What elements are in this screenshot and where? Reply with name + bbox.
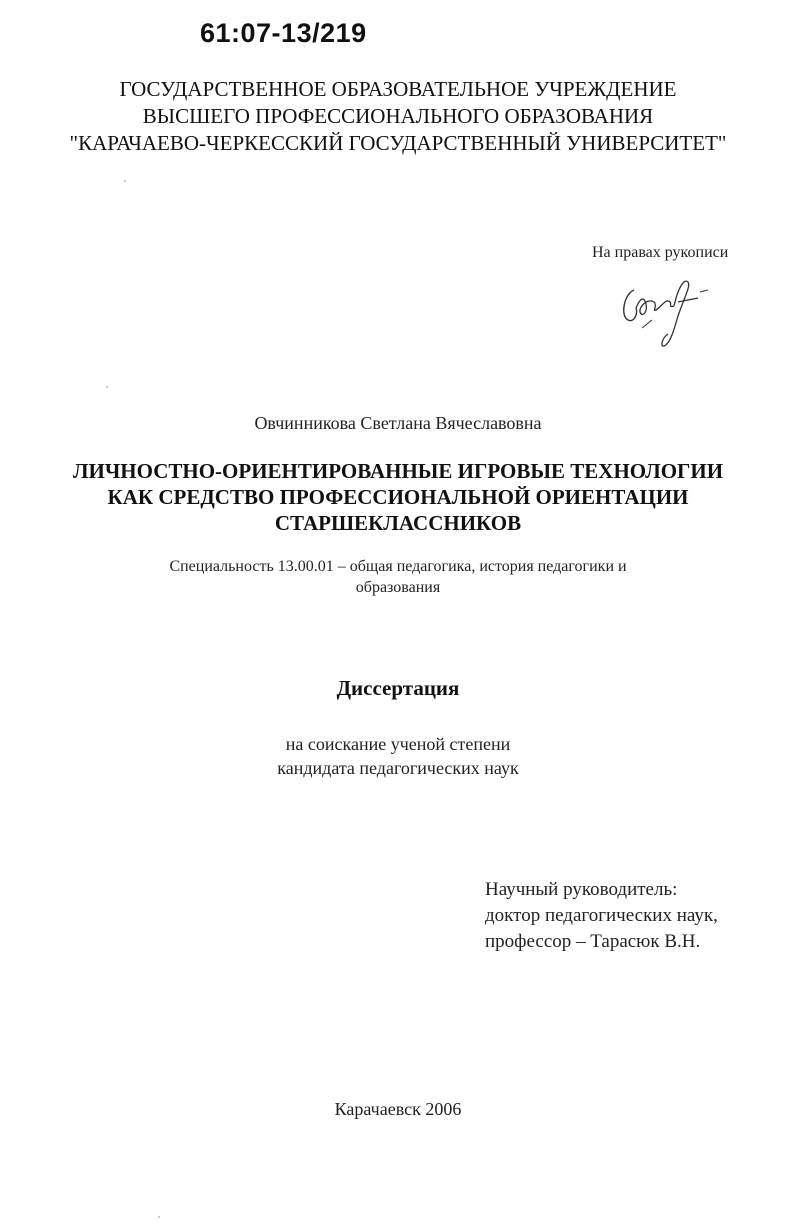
specialty-line-2: образования (355, 579, 441, 596)
degree-description (0, 732, 796, 780)
advisor-line-1: Научный руководитель: (485, 879, 678, 900)
specialty-line-1: Специальность 13.00.01 – общая педагогика, история педагогики и (169, 558, 627, 575)
scan-speck (124, 180, 126, 182)
title-line-3: СТАРШЕКЛАССНИКОВ (274, 511, 522, 535)
catalog-number: 61:07-13/219 (200, 18, 367, 48)
dissertation-title (0, 458, 796, 536)
institution-header (0, 76, 796, 157)
title-line-1: ЛИЧНОСТНО-ОРИЕНТИРОВАННЫЕ ИГРОВЫЕ ТЕХНОЛОГИИ (72, 459, 724, 483)
scan-speck (106, 386, 108, 388)
document-type: Диссертация (336, 676, 460, 700)
institution-line-1: ГОСУДАРСТВЕННОЕ ОБРАЗОВАТЕЛЬНОЕ УЧРЕЖДЕНИЕ (119, 77, 677, 101)
institution-line-2: ВЫСШЕГО ПРОФЕССИОНАЛЬНОГО ОБРАЗОВАНИЯ (142, 104, 654, 128)
signature-icon (612, 268, 722, 358)
institution-line-3: "КАРАЧАЕВО-ЧЕРКЕССКИЙ ГОСУДАРСТВЕННЫЙ УНИВЕРСИТЕТ" (69, 131, 727, 155)
advisor-line-2: доктор педагогических наук, (485, 905, 718, 926)
author-name: Овчинникова Светлана Вячеславовна (254, 413, 542, 433)
city-year: Карачаевск 2006 (334, 1099, 462, 1119)
degree-line-1: на соискание ученой степени (285, 734, 511, 754)
advisor-line-3: профессор – Тарасюк В.Н. (485, 931, 701, 952)
title-line-2: КАК СРЕДСТВО ПРОФЕССИОНАЛЬНОЙ ОРИЕНТАЦИИ (107, 485, 689, 509)
specialty (0, 556, 796, 598)
scientific-advisor (485, 877, 718, 955)
degree-line-2: кандидата педагогических наук (277, 758, 519, 778)
scan-speck (158, 1216, 160, 1218)
rights-note: На правах рукописи (592, 244, 729, 261)
